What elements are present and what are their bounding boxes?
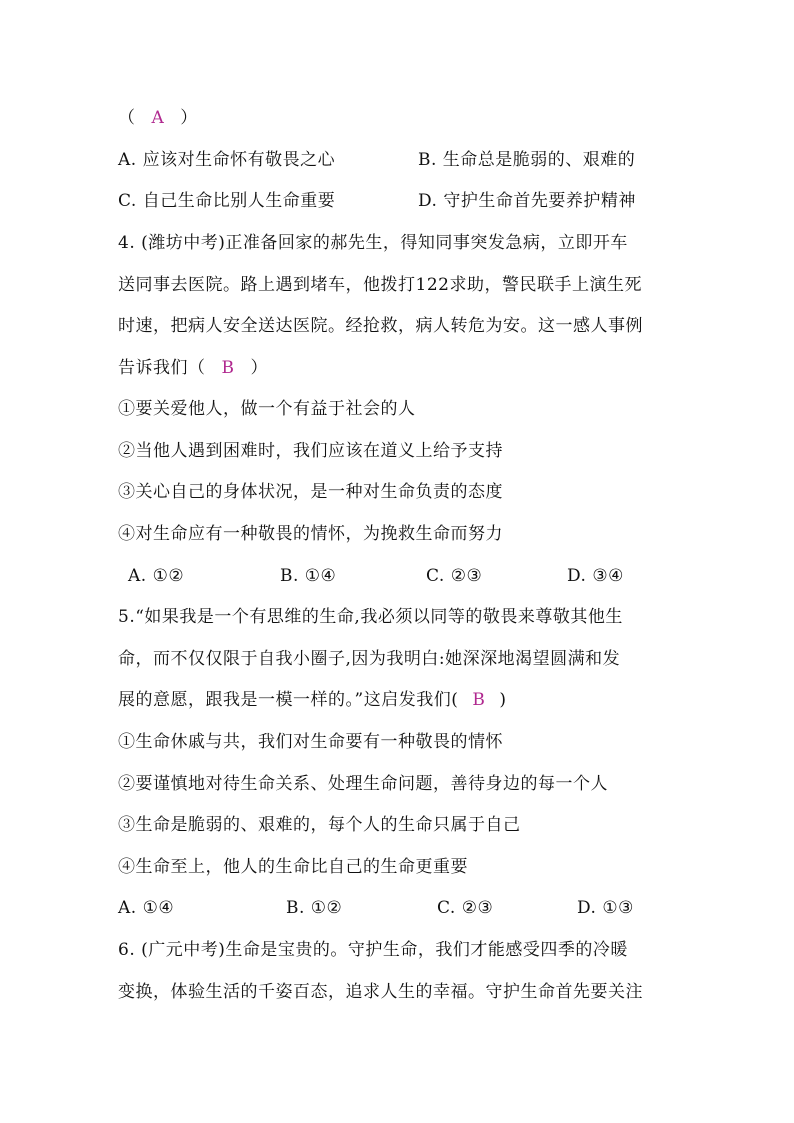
q5-stem-line-3 <box>118 690 506 710</box>
q5-option-b: B. ①② <box>286 898 343 918</box>
q4-stem-prefix: 告诉我们（ <box>118 358 206 378</box>
bracket-open: （ <box>118 108 136 128</box>
q6-stem-line-2: 变换，体验生活的千姿百态，追求人生的幸福。守护生命首先要关注 <box>118 982 643 1002</box>
q4-statement-1: ①要关爱他人，做一个有益于社会的人 <box>118 399 416 419</box>
q5-stem-prefix: 展的意愿，跟我是一模一样的。”这启发我们( <box>118 690 459 710</box>
q4-stem-line-4 <box>118 358 268 378</box>
q5-statement-1: ①生命休戚与共，我们对生命要有一种敬畏的情怀 <box>118 732 503 752</box>
q3-option-b: B. 生命总是脆弱的、艰难的 <box>418 150 636 170</box>
q3-answer-line <box>118 108 198 128</box>
bracket-close: ） <box>250 358 268 378</box>
q4-statement-4: ④对生命应有一种敬畏的情怀，为挽救生命而努力 <box>118 524 503 544</box>
q3-answer: A <box>151 108 165 128</box>
q5-answer: B <box>472 690 486 710</box>
q3-option-a: A. 应该对生命怀有敬畏之心 <box>118 150 336 170</box>
q5-option-a: A. ①④ <box>118 898 175 918</box>
q5-stem-line-2: 命，而不仅仅限于自我小圈子,因为我明白:她深深地渴望圆满和发 <box>118 649 621 669</box>
q4-stem-line-1: 4. (潍坊中考)正准备回家的郝先生，得知同事突发急病，立即开车 <box>118 233 628 253</box>
q3-option-c: C. 自己生命比别人生命重要 <box>118 191 336 211</box>
q4-stem-line-3: 时速，把病人安全送达医院。经抢救，病人转危为安。这一感人事例 <box>118 316 643 336</box>
q4-answer: B <box>221 358 235 378</box>
q5-option-d: D. ①③ <box>577 898 634 918</box>
q4-statement-3: ③关心自己的身体状况，是一种对生命负责的态度 <box>118 482 503 502</box>
q5-stem-line-1: 5.“如果我是一个有思维的生命,我必须以同等的敬畏来尊敬其他生 <box>118 607 623 627</box>
bracket-close: ） <box>180 108 198 128</box>
q4-stem-line-2: 送同事去医院。路上遇到堵车，他拨打122求助，警民联手上演生死 <box>118 275 642 295</box>
bracket-close: ) <box>499 690 507 710</box>
q4-option-d: D. ③④ <box>567 566 624 586</box>
q4-option-a: A. ①② <box>128 566 185 586</box>
q4-option-b: B. ①④ <box>280 566 337 586</box>
q5-statement-3: ③生命是脆弱的、艰难的，每个人的生命只属于自己 <box>118 815 521 835</box>
q5-statement-2: ②要谨慎地对待生命关系、处理生命问题，善待身边的每一个人 <box>118 774 608 794</box>
q5-option-c: C. ②③ <box>437 898 494 918</box>
q3-option-d: D. 守护生命首先要养护精神 <box>418 191 636 211</box>
q4-option-c: C. ②③ <box>426 566 483 586</box>
q5-statement-4: ④生命至上，他人的生命比自己的生命更重要 <box>118 857 468 877</box>
q6-stem-line-1: 6. (广元中考)生命是宝贵的。守护生命，我们才能感受四季的冷暖 <box>118 940 628 960</box>
q4-statement-2: ②当他人遇到困难时，我们应该在道义上给予支持 <box>118 441 503 461</box>
